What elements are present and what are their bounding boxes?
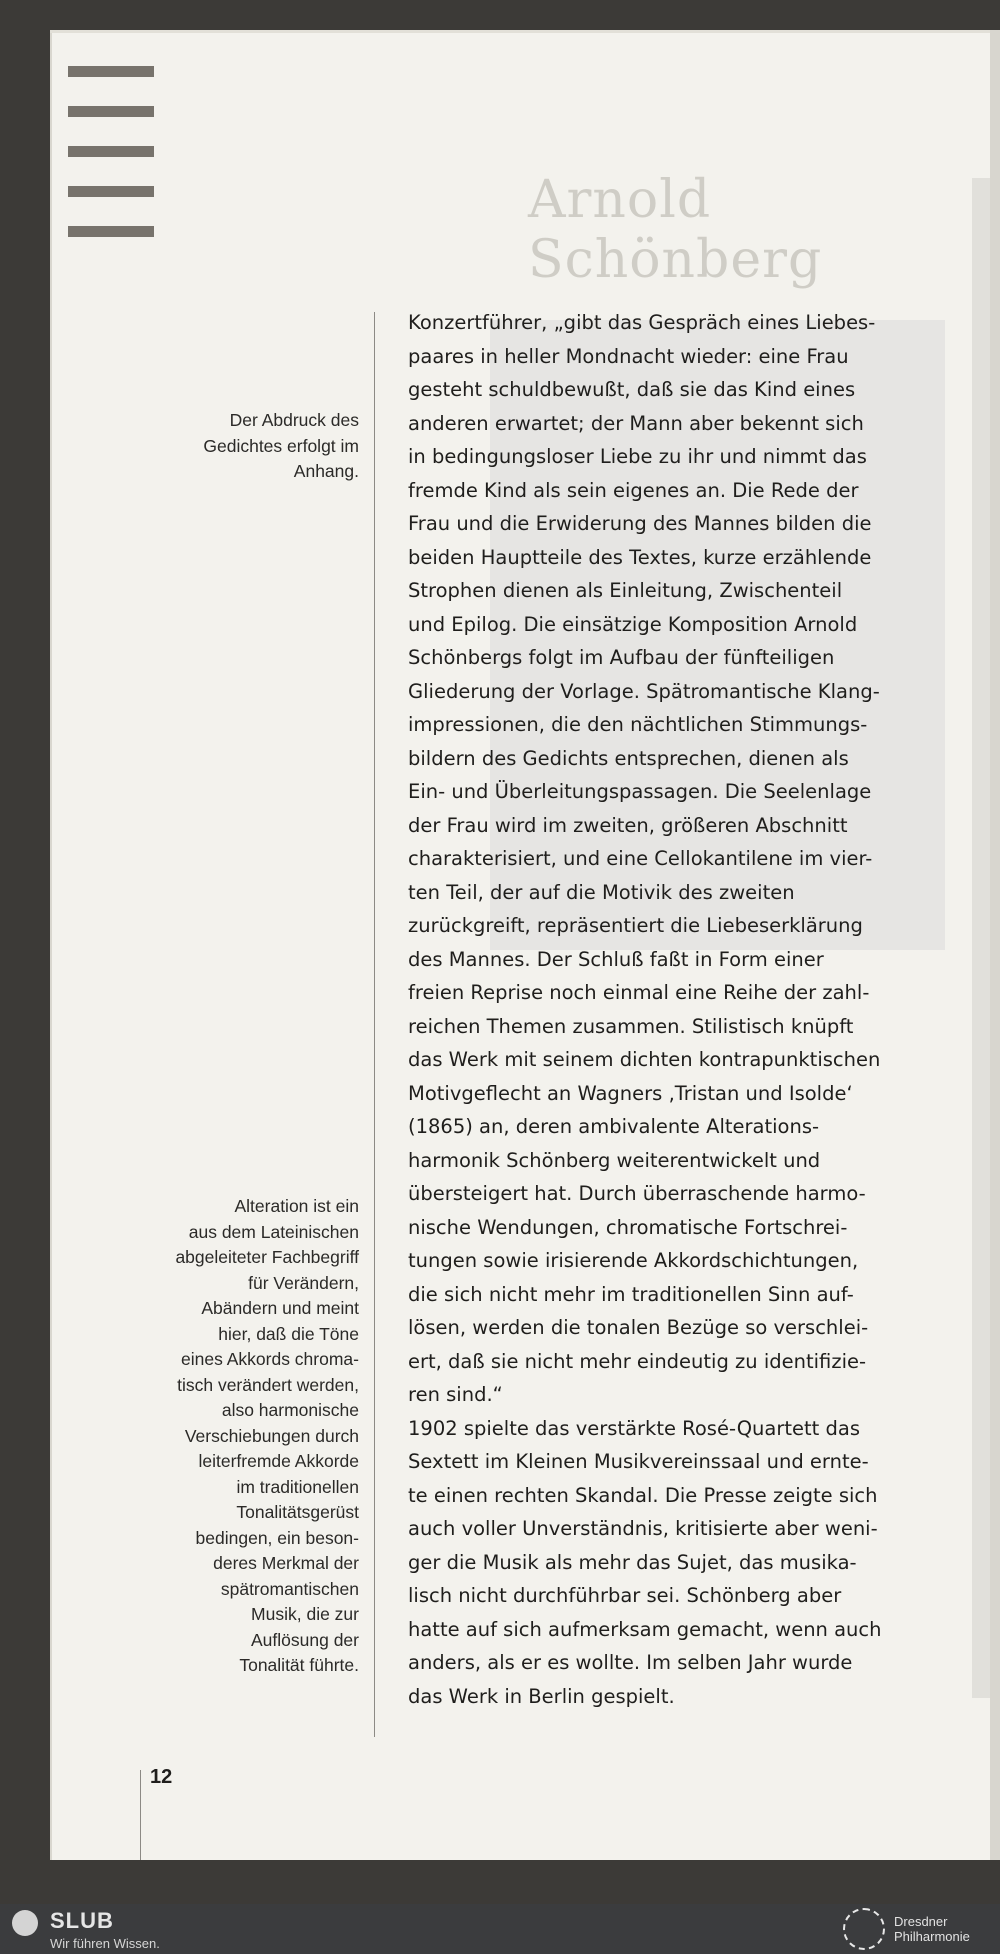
body-line: in bedingungsloser Liebe zu ihr und nimmt das <box>408 445 867 468</box>
note-line: abgeleiteter Fachbegriff <box>175 1247 359 1267</box>
body-line: zurückgreift, repräsentiert die Liebeserklärung <box>408 914 863 937</box>
body-line: impressionen, die den nächtlichen Stimmungs- <box>408 713 868 736</box>
note-line: bedingen, ein beson- <box>195 1527 359 1548</box>
note-line: im traditionellen <box>236 1476 359 1497</box>
note-line: Tonalitätsgerüst <box>236 1502 359 1522</box>
page-number: 12 <box>150 1766 173 1788</box>
body-line: nische Wendungen, chromatische Fortschrei- <box>408 1215 848 1239</box>
body-line: des Mannes. Der Schluß faßt in Form einer <box>408 947 824 971</box>
body-line: Strophen dienen als Einleitung, Zwischenteil <box>408 579 843 602</box>
body-line: 1902 spielte das verstärkte Rosé-Quartett das <box>408 1416 860 1440</box>
body-line: und Epilog. Die einsätzige Komposition Arnold <box>408 612 858 636</box>
binding-mark <box>68 186 154 197</box>
note-line: Der Abdruck des <box>229 410 359 430</box>
philharmonie-name[interactable] <box>894 1914 970 1944</box>
binding-mark <box>68 106 154 117</box>
note-line: Alteration ist ein <box>234 1196 359 1216</box>
page-number-rule <box>140 1770 141 1860</box>
page-top-edge <box>50 30 1000 33</box>
note-line: für Verändern, <box>248 1272 359 1293</box>
note-line: hier, daß die Töne <box>218 1323 359 1344</box>
binding-mark <box>68 66 154 77</box>
body-line: ger die Musik als mehr das Sujet, das musika- <box>408 1550 857 1574</box>
margin-note-alteration <box>125 1194 359 1679</box>
body-line: das Werk mit seinem dichten kontrapunktischen <box>408 1048 881 1071</box>
body-line: die sich nicht mehr im traditionellen Sinn auf- <box>408 1282 854 1306</box>
note-line: leiterfremde Akkorde <box>198 1451 359 1471</box>
note-line: Auflösung der <box>251 1629 359 1650</box>
slub-tagline: Wir führen Wissen. <box>50 1936 160 1951</box>
note-line: deres Merkmal der <box>213 1553 359 1573</box>
philharmonie-logo-icon[interactable] <box>843 1908 885 1950</box>
body-line: der Frau wird im zweiten, größeren Abschnitt <box>408 813 848 837</box>
note-line: Tonalität führte. <box>239 1655 359 1675</box>
body-line: ert, daß sie nicht mehr eindeutig zu identifizie- <box>408 1349 867 1373</box>
body-line: Motivgeflecht an Wagners ‚Tristan und Isolde‘ <box>408 1081 853 1105</box>
footer-bar <box>0 1904 1000 1954</box>
body-line: übersteigert hat. Durch überraschende harmo- <box>408 1182 866 1205</box>
body-line: Sextett im Kleinen Musikvereinssaal und ernte- <box>408 1450 869 1473</box>
body-line: tungen sowie irisierende Akkordschichtungen, <box>408 1249 859 1272</box>
body-text <box>408 306 956 1713</box>
margin-note-poem <box>125 408 359 485</box>
body-line: ten Teil, der auf die Motivik des zweiten <box>408 880 795 904</box>
binding-mark <box>68 146 154 157</box>
body-line: charakterisiert, und eine Cellokantilene im vier- <box>408 847 873 870</box>
body-line: beiden Hauptteile des Textes, kurze erzählende <box>408 545 872 569</box>
body-line: auch voller Unverständnis, kritisierte aber weni- <box>408 1517 878 1540</box>
document-page <box>50 30 1000 1860</box>
note-line: eines Akkords chroma- <box>181 1349 359 1369</box>
body-line: (1865) an, deren ambivalente Alterations- <box>408 1115 820 1138</box>
note-line: also harmonische <box>221 1400 359 1420</box>
note-line: Abändern und meint <box>201 1298 359 1318</box>
slub-name[interactable]: SLUB <box>50 1908 114 1933</box>
body-line: anders, als er es wollte. Im selben Jahr wurde <box>408 1651 853 1674</box>
body-line: lisch nicht durchführbar sei. Schönberg aber <box>408 1584 842 1607</box>
note-line: tisch verändert werden, <box>177 1374 359 1395</box>
body-line: anderen erwartet; der Mann aber bekennt sich <box>408 411 864 435</box>
note-line: spätromantischen <box>220 1578 359 1599</box>
partner-line: Philharmonie <box>894 1929 970 1944</box>
body-line: bildern des Gedichts entsprechen, dienen als <box>408 746 849 770</box>
note-line: Verschiebungen durch <box>184 1425 359 1446</box>
body-line: ren sind.“ <box>408 1383 503 1406</box>
body-line: Ein- und Überleitungspassagen. Die Seelenlage <box>408 780 872 803</box>
body-line: paares in heller Mondnacht wieder: eine Frau <box>408 344 849 368</box>
note-line: Musik, die zur <box>251 1604 359 1624</box>
slub-logo-icon[interactable] <box>12 1910 38 1936</box>
body-line: Gliederung der Vorlage. Spätromantische Klang- <box>408 679 880 703</box>
bleed-through-title: Arnold Schönberg <box>528 170 823 290</box>
body-line: Konzertführer, „gibt das Gespräch eines Liebes- <box>408 311 876 334</box>
note-line: aus dem Lateinischen <box>188 1221 359 1242</box>
body-line: harmonik Schönberg weiterentwickelt und <box>408 1148 821 1172</box>
body-line: reichen Themen zusammen. Stilistisch knüpft <box>408 1014 854 1038</box>
body-line: Schönbergs folgt im Aufbau der fünfteiligen <box>408 646 835 669</box>
body-line: fremde Kind als sein eigenes an. Die Rede der <box>408 478 859 502</box>
page-right-edge <box>990 30 1000 1860</box>
body-line: hatte auf sich aufmerksam gemacht, wenn auch <box>408 1617 882 1641</box>
body-line: das Werk in Berlin gespielt. <box>408 1684 675 1708</box>
body-line: Frau und die Erwiderung des Mannes bilden die <box>408 512 872 535</box>
note-line: Gedichtes erfolgt im <box>203 435 359 456</box>
partner-line: Dresdner <box>894 1914 948 1929</box>
body-line: freien Reprise noch einmal eine Reihe der zahl- <box>408 981 870 1004</box>
body-line: te einen rechten Skandal. Die Presse zeigte sich <box>408 1483 878 1507</box>
column-divider <box>374 312 375 1737</box>
body-line: lösen, werden die tonalen Bezüge so verschlei- <box>408 1316 869 1339</box>
note-line: Anhang. <box>293 461 359 481</box>
body-line: gesteht schuldbewußt, daß sie das Kind eines <box>408 378 856 401</box>
binding-mark <box>68 226 154 237</box>
